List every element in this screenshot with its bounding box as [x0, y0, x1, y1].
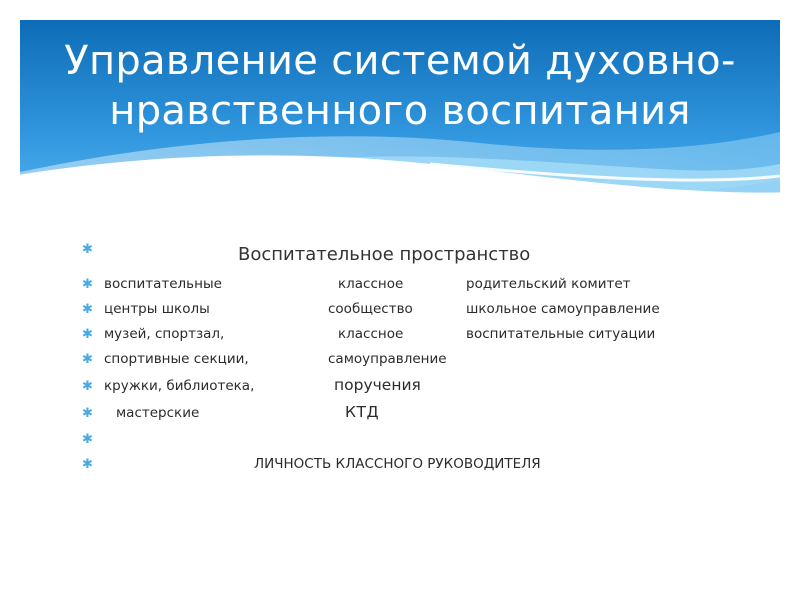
asterisk-bullet-icon: ✱ — [82, 457, 93, 472]
asterisk-bullet-icon: ✱ — [82, 242, 93, 257]
asterisk-bullet-icon: ✱ — [82, 379, 93, 394]
slide-title-line-2: нравственного воспитания — [109, 88, 691, 134]
asterisk-bullet-icon: ✱ — [82, 406, 93, 421]
list-item-col1: музей, спортзал, — [104, 326, 225, 342]
list-item-col1: воспитательные — [104, 276, 222, 292]
closing-line: ЛИЧНОСТЬ КЛАССНОГО РУКОВОДИТЕЛЯ — [254, 456, 541, 472]
list-item-col2: КТД — [345, 403, 380, 421]
list-item-col1: кружки, библиотека, — [104, 378, 255, 394]
list-item-col1: спортивные секции, — [104, 351, 249, 367]
list-item-col2: сообщество — [328, 301, 413, 317]
list-item-col2: поручения — [334, 376, 421, 394]
list-item-col1: центры школы — [104, 301, 210, 317]
asterisk-bullet-icon: ✱ — [82, 352, 93, 367]
list-item-col1: мастерские — [116, 405, 200, 421]
list-item-col2: самоуправление — [328, 351, 447, 367]
section-heading: Воспитательное пространство — [238, 244, 531, 265]
list-item-col3: воспитательные ситуации — [466, 326, 656, 342]
list-item-col2: классное — [338, 276, 404, 292]
slide-title-line-1: Управление системой духовно- — [64, 38, 736, 84]
list-item-col3: родительский комитет — [466, 276, 631, 292]
asterisk-bullet-icon: ✱ — [82, 277, 93, 292]
list-item-col3: школьное самоуправление — [466, 301, 660, 317]
asterisk-bullet-icon: ✱ — [82, 432, 93, 447]
asterisk-bullet-icon: ✱ — [82, 302, 93, 317]
asterisk-bullet-icon: ✱ — [82, 327, 93, 342]
list-item-col2: классное — [338, 326, 404, 342]
